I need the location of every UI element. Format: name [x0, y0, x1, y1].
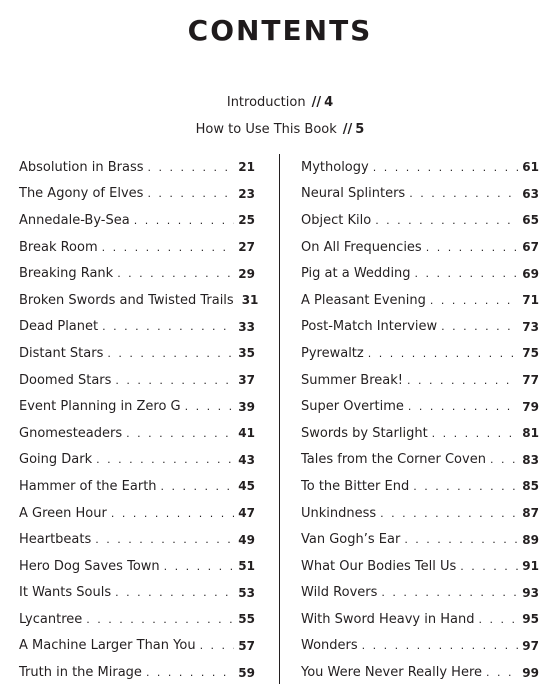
dot-leader	[430, 294, 518, 307]
dot-leader	[368, 347, 519, 360]
toc-entry[interactable]	[19, 633, 255, 660]
toc-entry[interactable]	[19, 580, 255, 607]
column-divider	[279, 154, 280, 684]
toc-entry[interactable]	[19, 526, 255, 553]
page-number: 35	[238, 346, 255, 361]
entry-title: The Agony of Elves	[19, 186, 144, 202]
entry-title: Post-Match Interview	[301, 319, 438, 335]
page-number: 45	[238, 479, 255, 494]
page-number: 95	[522, 612, 539, 627]
dot-leader	[134, 214, 235, 227]
page-number: 41	[238, 426, 255, 441]
toc-entry[interactable]	[19, 393, 255, 420]
dot-leader	[408, 400, 518, 413]
entry-title: You Were Never Really Here	[301, 665, 483, 681]
page-number: 67	[522, 240, 539, 255]
dot-leader	[409, 187, 518, 200]
toc-entry[interactable]	[301, 367, 539, 394]
dot-leader	[460, 560, 518, 573]
entry-title: To the Bitter End	[301, 478, 410, 494]
page-number: 71	[522, 293, 539, 308]
toc-entry[interactable]	[301, 633, 539, 660]
entry-title: Heartbeats	[19, 532, 92, 548]
toc-entry[interactable]	[19, 181, 255, 208]
dot-leader	[478, 613, 518, 626]
toc-entry[interactable]	[301, 580, 539, 607]
entry-title: Wonders	[301, 638, 358, 654]
page-number: 61	[522, 160, 539, 175]
entry-title: A Machine Larger Than You	[19, 638, 196, 654]
page-number: 79	[522, 399, 539, 414]
toc-entry[interactable]	[301, 500, 539, 527]
dot-leader	[126, 427, 234, 440]
page-number: 85	[522, 479, 539, 494]
page-number: 91	[522, 559, 539, 574]
page-number: 51	[238, 559, 255, 574]
dot-leader	[404, 533, 518, 546]
entry-title: Event Planning in Zero G	[19, 399, 181, 415]
dot-leader	[375, 214, 518, 227]
entry-title: Break Room	[19, 239, 98, 255]
entry-title: Summer Break!	[301, 372, 403, 388]
page-number: 49	[238, 532, 255, 547]
dot-leader	[102, 241, 235, 254]
toc-left-column	[19, 154, 259, 686]
toc-entry[interactable]	[301, 526, 539, 553]
entry-title: Wild Rovers	[301, 585, 378, 601]
toc-entry[interactable]	[301, 553, 539, 580]
toc-entry[interactable]	[19, 367, 255, 394]
dot-leader	[96, 453, 234, 466]
dot-leader	[161, 480, 235, 493]
page-title: CONTENTS	[187, 14, 373, 47]
page-number: 31	[241, 293, 259, 308]
entry-title: Gnomesteaders	[19, 425, 123, 441]
entry-title: Absolution in Brass	[19, 159, 144, 175]
page-number: 59	[238, 665, 255, 680]
entry-title: Breaking Rank	[19, 266, 114, 282]
toc-entry[interactable]	[301, 393, 539, 420]
toc-entry[interactable]	[19, 500, 255, 527]
entry-title: Neural Splinters	[301, 186, 406, 202]
entry-title: How to Use This Book	[195, 122, 337, 137]
toc-entry[interactable]	[301, 181, 539, 208]
entry-title: Annedale-By-Sea	[19, 212, 130, 228]
toc-entry[interactable]	[19, 260, 255, 287]
entry-title: Unkindness	[301, 505, 377, 521]
dot-leader	[381, 586, 518, 599]
page-number: 87	[522, 506, 539, 521]
dot-leader	[115, 374, 234, 387]
separator: //	[342, 122, 353, 137]
entry-title: Going Dark	[19, 452, 93, 468]
entry-title: On All Frequencies	[301, 239, 422, 255]
entry-title: Object Kilo	[301, 212, 372, 228]
page-number: 5	[355, 122, 365, 137]
toc-entry[interactable]	[301, 340, 539, 367]
dot-leader	[373, 161, 519, 174]
entry-title: Tales from the Corner Coven	[301, 452, 486, 468]
toc-entry[interactable]	[301, 234, 539, 261]
dot-leader	[407, 374, 518, 387]
dot-leader	[432, 427, 519, 440]
page-number: 55	[238, 612, 255, 627]
toc-entry[interactable]	[19, 420, 255, 447]
toc-entry[interactable]	[19, 234, 255, 261]
page-number: 21	[238, 160, 255, 175]
dot-leader	[147, 187, 234, 200]
page-number: 4	[324, 95, 334, 110]
page-number: 37	[238, 373, 255, 388]
dot-leader	[95, 533, 234, 546]
dot-leader	[107, 347, 234, 360]
toc-entry[interactable]	[19, 659, 255, 686]
page-number: 27	[238, 240, 255, 255]
toc-entry[interactable]	[19, 314, 255, 341]
toc-entry[interactable]	[301, 420, 539, 447]
dot-leader	[413, 480, 518, 493]
front-matter-entry[interactable]	[0, 122, 560, 137]
toc-entry[interactable]	[19, 473, 255, 500]
page-number: 39	[238, 399, 255, 414]
page-number: 69	[522, 266, 539, 281]
dot-leader	[441, 320, 518, 333]
toc-entry[interactable]	[19, 606, 255, 633]
page-number: 83	[522, 452, 539, 467]
toc-entry[interactable]	[19, 207, 255, 234]
entry-title: A Green Hour	[19, 505, 107, 521]
entry-title: Mythology	[301, 159, 369, 175]
entry-title: Distant Stars	[19, 345, 104, 361]
toc-entry[interactable]	[301, 287, 539, 314]
dot-leader	[380, 507, 518, 520]
page-number: 77	[522, 373, 539, 388]
entry-title: Doomed Stars	[19, 372, 112, 388]
dot-leader	[185, 400, 235, 413]
dot-leader	[148, 161, 235, 174]
entry-title: A Pleasant Evening	[301, 292, 426, 308]
dot-leader	[117, 267, 234, 280]
page-number: 81	[522, 426, 539, 441]
entry-title: What Our Bodies Tell Us	[301, 558, 457, 574]
toc-entry[interactable]	[301, 659, 539, 686]
entry-title: It Wants Souls	[19, 585, 112, 601]
separator: //	[311, 95, 322, 110]
entry-title: Super Overtime	[301, 399, 404, 415]
page-number: 53	[238, 585, 255, 600]
page-number: 65	[522, 213, 539, 228]
entry-title: Lycantree	[19, 611, 83, 627]
toc-entry[interactable]	[301, 447, 539, 474]
page-number: 23	[238, 186, 255, 201]
page-number: 57	[238, 638, 255, 653]
toc-entry[interactable]	[301, 154, 539, 181]
page-number: 89	[522, 532, 539, 547]
entry-title: Introduction	[226, 95, 306, 110]
toc-entry[interactable]	[301, 260, 539, 287]
toc-entry[interactable]	[301, 473, 539, 500]
front-matter-entry[interactable]	[0, 95, 560, 110]
toc-entry[interactable]	[19, 154, 255, 181]
entry-title: Van Gogh’s Ear	[301, 532, 401, 548]
page-number: 63	[522, 186, 539, 201]
page-number: 29	[238, 266, 255, 281]
page-number: 97	[522, 638, 539, 653]
page-number: 93	[522, 585, 539, 600]
dot-leader	[164, 560, 235, 573]
dot-leader	[146, 666, 234, 679]
dot-leader	[490, 453, 518, 466]
toc-entry[interactable]	[19, 287, 259, 314]
dot-leader	[111, 507, 234, 520]
page-number: 33	[238, 319, 255, 334]
toc-entry[interactable]	[301, 314, 539, 341]
toc-entry[interactable]	[19, 553, 255, 580]
dot-leader	[102, 320, 234, 333]
dot-leader	[86, 613, 234, 626]
entry-title: Hammer of the Earth	[19, 478, 157, 494]
dot-leader	[486, 666, 518, 679]
entry-title: Pig at a Wedding	[301, 266, 411, 282]
page-number: 99	[522, 665, 539, 680]
entry-title: Swords by Starlight	[301, 425, 428, 441]
entry-title: Pyrewaltz	[301, 345, 364, 361]
page-number: 25	[238, 213, 255, 228]
dot-leader	[415, 267, 519, 280]
page-number: 43	[238, 452, 255, 467]
toc-right-column	[301, 154, 539, 686]
toc-entry[interactable]	[301, 606, 539, 633]
dot-leader	[426, 241, 519, 254]
entry-title: Dead Planet	[19, 319, 99, 335]
entry-title: With Sword Heavy in Hand	[301, 611, 475, 627]
toc-entry[interactable]	[301, 207, 539, 234]
dot-leader	[362, 639, 519, 652]
entry-title: Hero Dog Saves Town	[19, 558, 160, 574]
dot-leader	[200, 639, 235, 652]
toc-entry[interactable]	[19, 340, 255, 367]
page-number: 75	[522, 346, 539, 361]
toc-entry[interactable]	[19, 447, 255, 474]
page-number: 47	[238, 506, 255, 521]
entry-title: Truth in the Mirage	[19, 665, 142, 681]
dot-leader	[115, 586, 234, 599]
entry-title: Broken Swords and Twisted Trails	[19, 292, 234, 308]
page-number: 73	[522, 319, 539, 334]
